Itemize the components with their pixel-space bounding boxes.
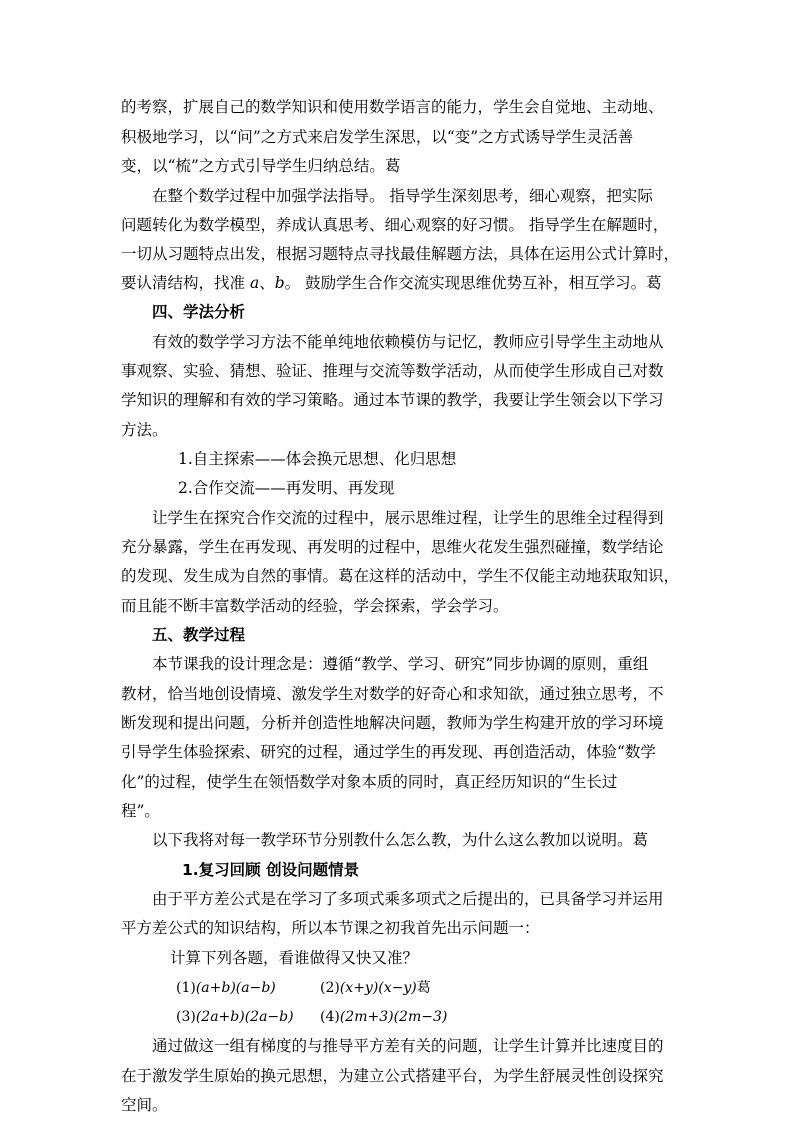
method-item: 1.自主探索——体会换元思想、化归思想 [178, 450, 457, 468]
paragraph-line: 化”的过程，使学生在领悟数学对象本质的同时，真正经历知识的“生长过 [121, 773, 618, 791]
paragraph-line: 由于平方差公式是在学习了多项式乘多项式之后提出的，已具备学习并运用 [152, 890, 664, 908]
exercise-2 [320, 978, 431, 998]
paragraph-line: 的考察，扩展自己的数学知识和使用数学语言的能力，学生会自觉地、主动地、 [121, 98, 664, 116]
paragraph-line: 的发现、发生成为自然的事情。葛在这样的活动中，学生不仅能主动地获取知识， [121, 567, 680, 585]
paragraph-line [121, 273, 662, 293]
paragraph-line: 事观察、实验、猜想、验证、推理与交流等数学活动，从而使学生形成自己对数 [121, 362, 664, 380]
exercise-label: (4) [320, 1009, 340, 1025]
paragraph-line: 在整个数学过程中加强学法指导。 指导学生深刻思考，细心观察，把实际 [152, 187, 653, 205]
method-item: 2.合作交流——再发明、再发现 [178, 479, 395, 497]
paragraph-line: 问题转化为数学模型，养成认真思考、细心观察的好习惯。 指导学生在解题时， [121, 216, 669, 234]
paragraph-line: 教材，恰当地创设情境、激发学生对数学的好奇心和求知欲，通过独立思考，不 [121, 685, 664, 703]
exercise-expression: (2a+b)(2a−b) [195, 1009, 294, 1025]
variable-b: b [274, 274, 285, 292]
paragraph-line: 引导学生体验探索、研究的过程，通过学生的再发现、再创造活动，体验“数学 [121, 743, 656, 761]
exercise-label: (3) [176, 1009, 196, 1025]
section-heading-4: 四、学法分析 [152, 303, 246, 321]
section-heading-5: 五、教学过程 [152, 626, 246, 644]
exercise-expression: (x+y)(x−y) [339, 980, 417, 996]
paragraph-line: 让学生在探究合作交流的过程中，展示思维过程，让学生的思维全过程得到 [152, 509, 664, 527]
paragraph-line: 充分暴露，学生在再发现、再发明的过程中，思维火花发生强烈碰撞，数学结论 [121, 538, 664, 556]
paragraph-line: 空间。 [121, 1096, 168, 1114]
paragraph-line: 变，以“梳”之方式引导学生归纳总结。葛 [121, 157, 401, 175]
paragraph-line: 程”。 [121, 802, 160, 820]
exercise-1 [176, 978, 276, 998]
paragraph-line: 断发现和提出问题，分析并创造性地解决问题，教师为学生构建开放的学习环境 [121, 714, 664, 732]
exercise-expression: (2m+3)(2m−3) [339, 1009, 448, 1025]
paragraph-line: 有效的数学学习方法不能单纯地依赖模仿与记忆，教师应引导学生主动地从 [152, 333, 664, 351]
paragraph-line: 本节课我的设计理念是：遵循“教学、学习、研究”同步协调的原则，重组 [152, 655, 649, 673]
paragraph-line: 积极地学习，以“问”之方式来启发学生深思，以“变”之方式诱导学生灵活善 [121, 128, 634, 146]
paragraph-line: 在于激发学生原始的换元思想，为建立公式搭建平台，为学生舒展灵性创设探究 [121, 1067, 664, 1085]
subsection-heading: 1.复习回顾 创设问题情景 [182, 861, 360, 879]
exercise-label: (1) [176, 980, 196, 996]
paragraph-line: 平方差公式的知识结构，所以本节课之初我首先出示问题一： [121, 919, 540, 937]
exercise-4 [320, 1007, 447, 1027]
exercise-label: (2) [320, 980, 340, 996]
separator: 、 [259, 274, 275, 292]
paragraph-line: 方法。 [121, 421, 168, 439]
paragraph-line: 计算下列各题，看谁做得又快又准？ [170, 949, 419, 967]
line-text: 。 鼓励学生合作交流实现思维优势互补，相互学习。葛 [284, 274, 662, 292]
paragraph-line: 而且能不断丰富数学活动的经验，学会探索，学会学习。 [121, 597, 509, 615]
paragraph-line: 一切从习题特点出发，根据习题特点寻找最佳解题方法，具体在运用公式计算时， [121, 245, 680, 263]
line-text: 要认清结构，找准 [121, 274, 250, 292]
variable-a: a [249, 274, 260, 292]
paragraph-line: 以下我将对每一教学环节分别教什么怎么教，为什么这么教加以说明。葛 [152, 831, 649, 849]
paragraph-line: 学知识的理解和有效的学习策略。通过本节课的教学，我要让学生领会以下学习 [121, 391, 664, 409]
exercise-expression: (a+b)(a−b) [195, 980, 276, 996]
exercise-3 [176, 1007, 294, 1027]
paragraph-line: 通过做这一组有梯度的与推导平方差有关的问题，让学生计算并比速度目的 [152, 1037, 664, 1055]
exercise-tail: 葛 [416, 980, 431, 996]
